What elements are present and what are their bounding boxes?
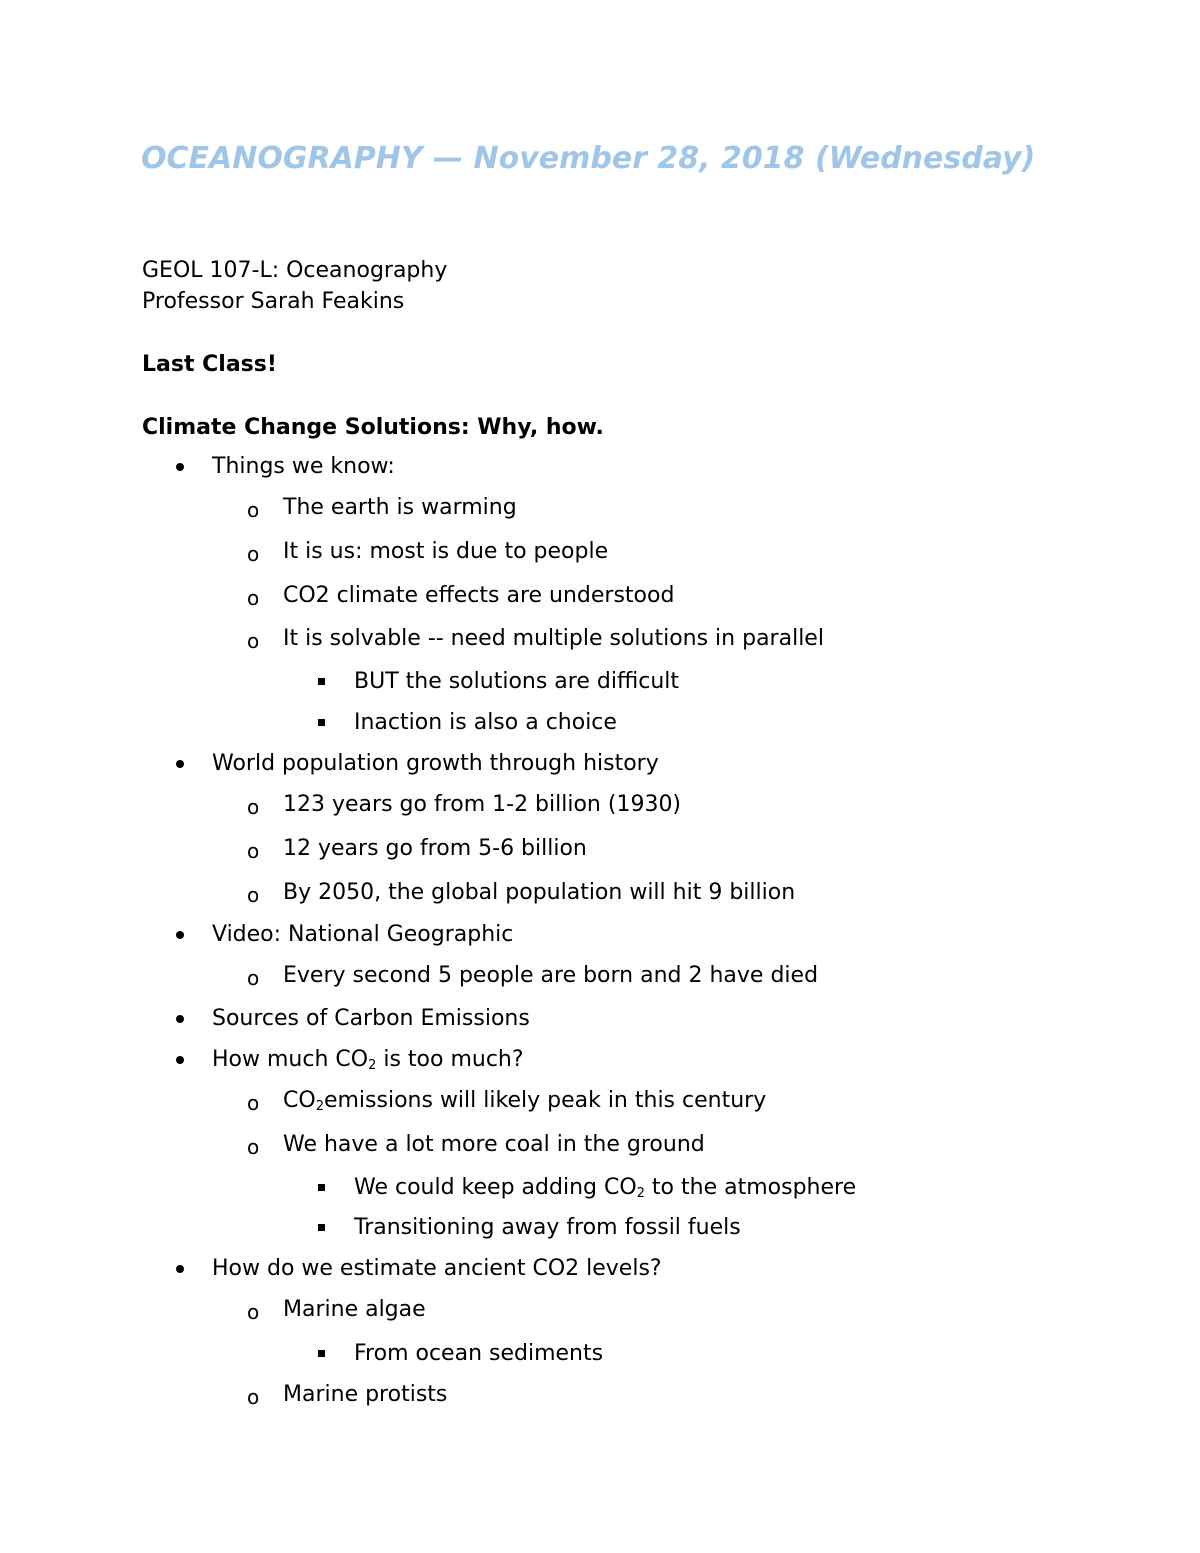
bullet-disc-icon <box>176 1015 184 1023</box>
list-item: Things we know: <box>212 454 395 479</box>
list-item: CO2 climate effects are understood <box>283 583 675 608</box>
list-item-text: to the atmosphere <box>644 1175 857 1200</box>
bullet-disc-icon <box>176 931 184 939</box>
bullet-circle-icon: o <box>247 1385 260 1409</box>
list-item-text: CO <box>283 1088 316 1113</box>
bullet-circle-icon: o <box>247 586 260 610</box>
list-item: Marine protists <box>283 1382 448 1407</box>
bullet-circle-icon: o <box>247 883 260 907</box>
list-item: World population growth through history <box>212 751 659 776</box>
list-item: Marine algae <box>283 1297 426 1322</box>
professor-name: Professor Sarah Feakins <box>142 289 405 314</box>
list-item: Sources of Carbon Emissions <box>212 1006 530 1031</box>
list-item: Transitioning away from fossil fuels <box>354 1215 741 1240</box>
bullet-circle-icon: o <box>247 966 260 990</box>
bullet-square-icon <box>318 719 325 726</box>
subscript: 2 <box>368 1058 377 1073</box>
bullet-disc-icon <box>176 760 184 768</box>
subscript: 2 <box>315 1099 324 1114</box>
bullet-circle-icon: o <box>247 1300 260 1324</box>
section-heading: Climate Change Solutions: Why, how. <box>142 415 604 440</box>
course-name: GEOL 107-L: Oceanography <box>142 258 448 283</box>
list-item: It is us: most is due to people <box>283 539 609 564</box>
list-item <box>354 1173 856 1203</box>
bullet-disc-icon <box>176 1265 184 1273</box>
page-title: OCEANOGRAPHY — November 28, 2018 (Wednesday) <box>141 141 1036 176</box>
list-item: It is solvable -- need multiple solutions in parallel <box>283 626 824 651</box>
bullet-circle-icon: o <box>247 498 260 522</box>
bullet-disc-icon <box>176 1056 184 1064</box>
subscript: 2 <box>636 1186 645 1201</box>
list-item: BUT the solutions are difficult <box>354 669 679 694</box>
bullet-disc-icon <box>176 463 184 471</box>
list-item: Inaction is also a choice <box>354 710 617 735</box>
list-item-text: How much CO <box>212 1047 369 1072</box>
list-item-text: emissions will likely peak in this century <box>323 1088 767 1113</box>
bullet-circle-icon: o <box>247 1091 260 1115</box>
list-item: We have a lot more coal in the ground <box>283 1132 705 1157</box>
bullet-circle-icon: o <box>247 795 260 819</box>
list-item <box>212 1045 524 1075</box>
bullet-circle-icon: o <box>247 839 260 863</box>
list-item-text: is too much? <box>376 1047 524 1072</box>
list-item-text: We could keep adding CO <box>354 1175 637 1200</box>
list-item: How do we estimate ancient CO2 levels? <box>212 1256 662 1281</box>
bullet-square-icon <box>318 1184 325 1191</box>
list-item <box>283 1086 766 1116</box>
list-item: 12 years go from 5-6 billion <box>283 836 587 861</box>
list-item: 123 years go from 1-2 billion (1930) <box>283 792 682 817</box>
list-item: By 2050, the global population will hit 9 billion <box>283 880 796 905</box>
list-item: From ocean sediments <box>354 1341 604 1366</box>
bullet-square-icon <box>318 1224 325 1231</box>
bullet-circle-icon: o <box>247 542 260 566</box>
bullet-circle-icon: o <box>247 1135 260 1159</box>
bullet-circle-icon: o <box>247 629 260 653</box>
last-class-heading: Last Class! <box>142 352 277 377</box>
bullet-square-icon <box>318 678 325 685</box>
list-item: Video: National Geographic <box>212 922 514 947</box>
list-item: Every second 5 people are born and 2 have died <box>283 963 819 988</box>
bullet-square-icon <box>318 1350 325 1357</box>
list-item: The earth is warming <box>283 495 517 520</box>
